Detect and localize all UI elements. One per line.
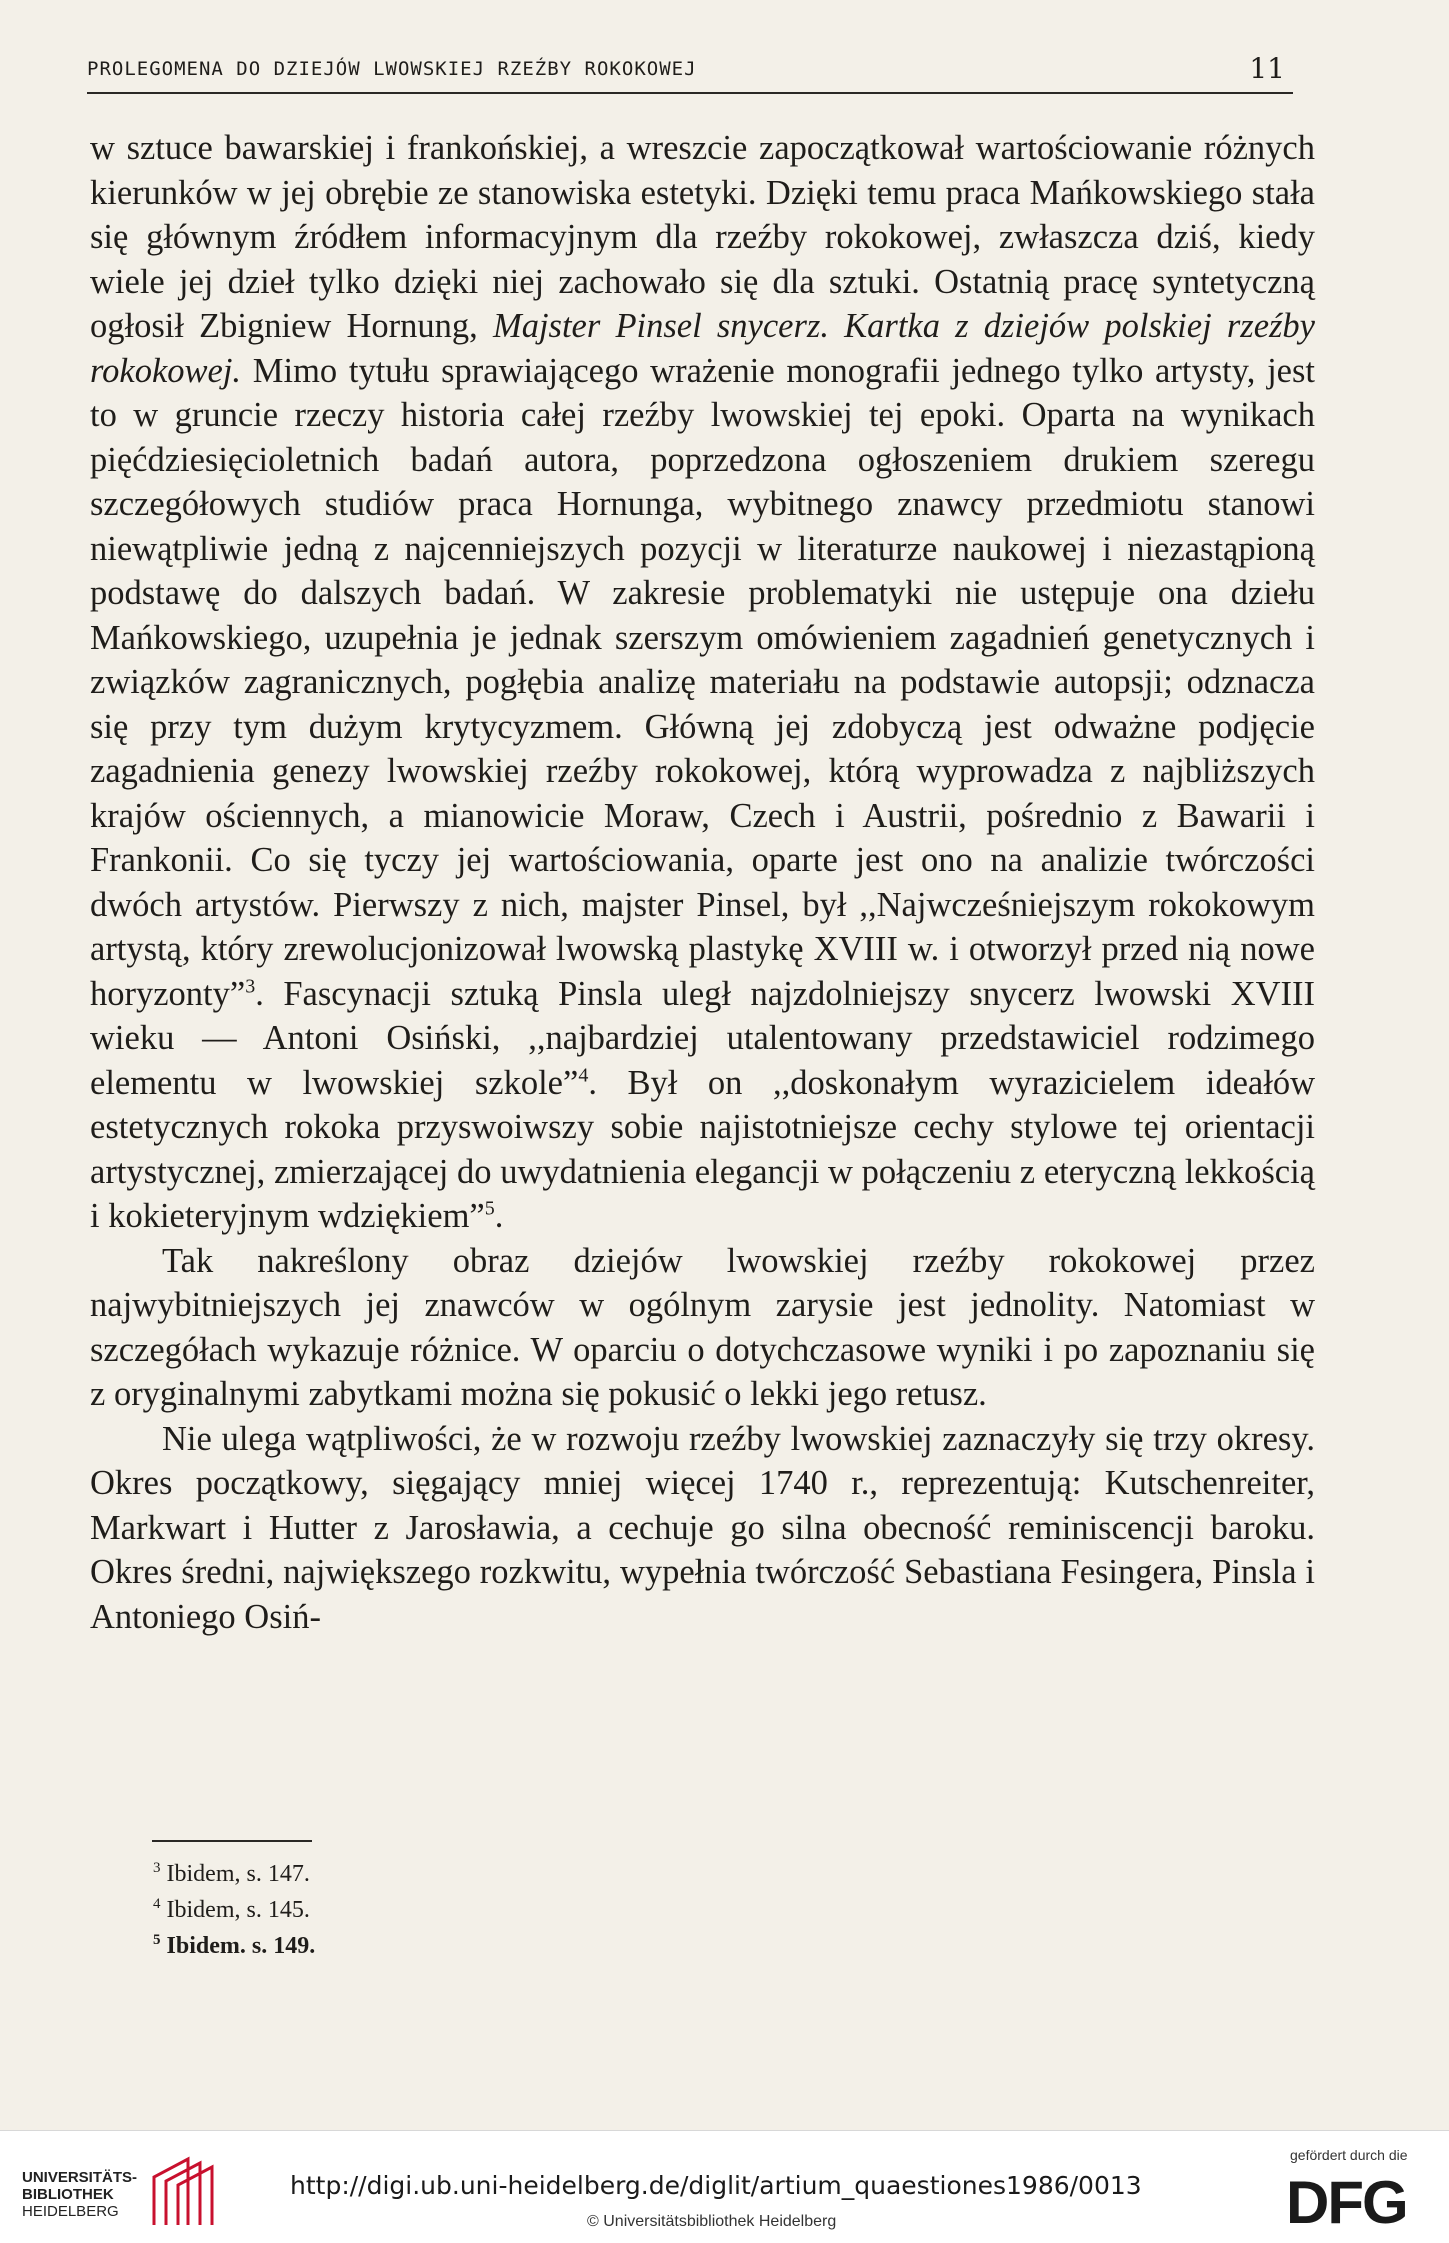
footnote-3-number: 3: [153, 1860, 161, 1876]
footnote-5-text: Ibidem. s. 149.: [166, 1933, 316, 1959]
footer-bar: [0, 2130, 1449, 2243]
footnote-ref-5: 5: [484, 1197, 495, 1220]
footnote-4: [153, 1892, 315, 1928]
paragraph-1-text-d: . Był on ,,doskonałym wyrazicielem ideałów estetycznych rokoka przyswoiwszy sobie najistotniejsze cechy stylowe tej orientacji artystycznej, zmierzającej do uwydatnienia elegancji w połączeniu z eteryczną lekkością i kokieteryjnym wdziękiem”: [90, 1063, 1315, 1235]
footnote-3: [153, 1856, 315, 1892]
footnote-5: [153, 1928, 315, 1964]
dfg-logo: DFG: [1286, 2169, 1407, 2236]
university-library-logo-icon: [148, 2155, 222, 2227]
footnote-ref-3: 3: [245, 975, 256, 997]
copyright-notice: © Universitätsbibliothek Heidelberg: [587, 2213, 837, 2230]
paragraph-1-text-e: .: [494, 1197, 504, 1235]
footnotes: [153, 1856, 315, 1964]
footnote-3-text: Ibidem, s. 147.: [166, 1861, 310, 1887]
footnote-ref-4: 4: [578, 1064, 589, 1086]
paragraph-1-text-a: w sztuce bawarskiej i frankońskiej, a wreszcie zapoczątkował wartościowanie różnych kierunków w jej obrębie ze stanowiska estetyki. Dzięki temu praca Mańkowskiego stała się głównym źródłem informacyjnym dla rzeźby rokokowej, zwłaszcza dziś, kiedy wiele jej dzieł tylko dzięki niej zachowało się dla sztuki. Ostatnią pracę syntetyczną ogłosił Zbigniew Hornung,: [90, 129, 1315, 345]
running-head-title: PROLEGOMENA DO DZIEJÓW LWOWSKIEJ RZEŹBY ROKOKOWEJ: [87, 58, 697, 80]
paragraph-1: [90, 126, 1315, 1239]
library-name-line-1: UNIVERSITÄTS-: [22, 2169, 138, 2186]
paragraph-2: Tak nakreślony obraz dziejów lwowskiej rzeźby rokokowej przez najwybitniejszych jej znawców w ogólnym zarysie jest jednolity. Natomiast w szczegółach wykazuje różnice. W oparciu o dotychczasowe wyniki i po zapoznaniu się z oryginalnymi zabytkami można się pokusić o lekki jego retusz.: [90, 1241, 1315, 1413]
body-text: [90, 126, 1315, 1639]
page-number: 11: [1249, 52, 1285, 85]
footnote-4-text: Ibidem, s. 145.: [166, 1897, 310, 1923]
funded-by-caption: gefördert durch die: [1290, 2147, 1408, 2163]
footnote-4-number: 4: [153, 1896, 161, 1912]
paragraph-1-text-b: Mimo tytułu sprawiającego wrażenie monografii jednego tylko artysty, jest to w gruncie rzeczy historia całej rzeźby lwowskiej tej epoki. Oparta na wynikach pięćdziesięcioletnich badań autora, poprzedzona ogłoszeniem drukiem szeregu szczegółowych studiów praca Hornunga, wybitnego znawcy przedmiotu stanowi niewątpliwie jedną z najcenniejszych pozycji w literaturze naukowej i niezastąpioną podstawę do dalszych badań. W zakresie problematyki nie ustępuje ona dziełu Mańkowskiego, uzupełnia je jednak szerszym omówieniem zagadnień genetycznych i związków zagranicznych, pogłębia analizę materiału na podstawie autopsji; odznacza się przy tym dużym krytycyzmem. Główną jej zdobyczą jest odważne podjęcie zagadnienia genezy lwowskiej rzeźby rokokowej, którą wyprowadza z najbliższych krajów ościennych, a mianowicie Moraw, Czech i Austrii, pośrednio z Bawarii i Frankonii. Co się tyczy jej wartościowania, oparte jest ono na analizie twórczości dwóch artystów. Pierwszy z nich, majster Pinsel, był ,,Najwcześniejszym rokokowym artystą, który zrewolucjonizował lwowską plastykę XVIII w. i otworzył przed nią nowe horyzonty”: [90, 351, 1315, 1013]
running-head: [87, 52, 1293, 94]
footnote-rule: [152, 1840, 312, 1842]
paragraph-1-text-c: . Fascynacji sztuką Pinsla uległ najzdolniejszy snycerz lwowski XVIII wieku — Antoni Osiński, ,,najbardziej utalentowany przedstawiciel rodzimego elementu w lwowskiej szkole”: [90, 974, 1315, 1102]
paragraph-3: Nie ulega wątpliwości, że w rozwoju rzeźby lwowskiej zaznaczyły się trzy okresy. Okres początkowy, sięgający mniej więcej 1740 r., reprezentują: Kutschenreiter, Markwart i Hutter z Jarosławia, a cechuje go silna obecność reminiscencji baroku. Okres średni, największego rozkwitu, wypełnia twórczość Sebastiana Fesingera, Pinsla i Antoniego Osiń-: [90, 1419, 1315, 1636]
library-name: [22, 2169, 137, 2220]
book-title-italic: Majster Pinsel snycerz. Kartka z dziejów polskiej rzeźby rokokowej.: [90, 307, 1315, 390]
footnote-5-number: 5: [153, 1932, 161, 1948]
library-name-line-3: HEIDELBERG: [22, 2203, 119, 2220]
permalink-url[interactable]: http://digi.ub.uni-heidelberg.de/diglit/artium_quaestiones1986/0013: [290, 2171, 1142, 2200]
library-name-line-2: BIBLIOTHEK: [22, 2186, 114, 2203]
